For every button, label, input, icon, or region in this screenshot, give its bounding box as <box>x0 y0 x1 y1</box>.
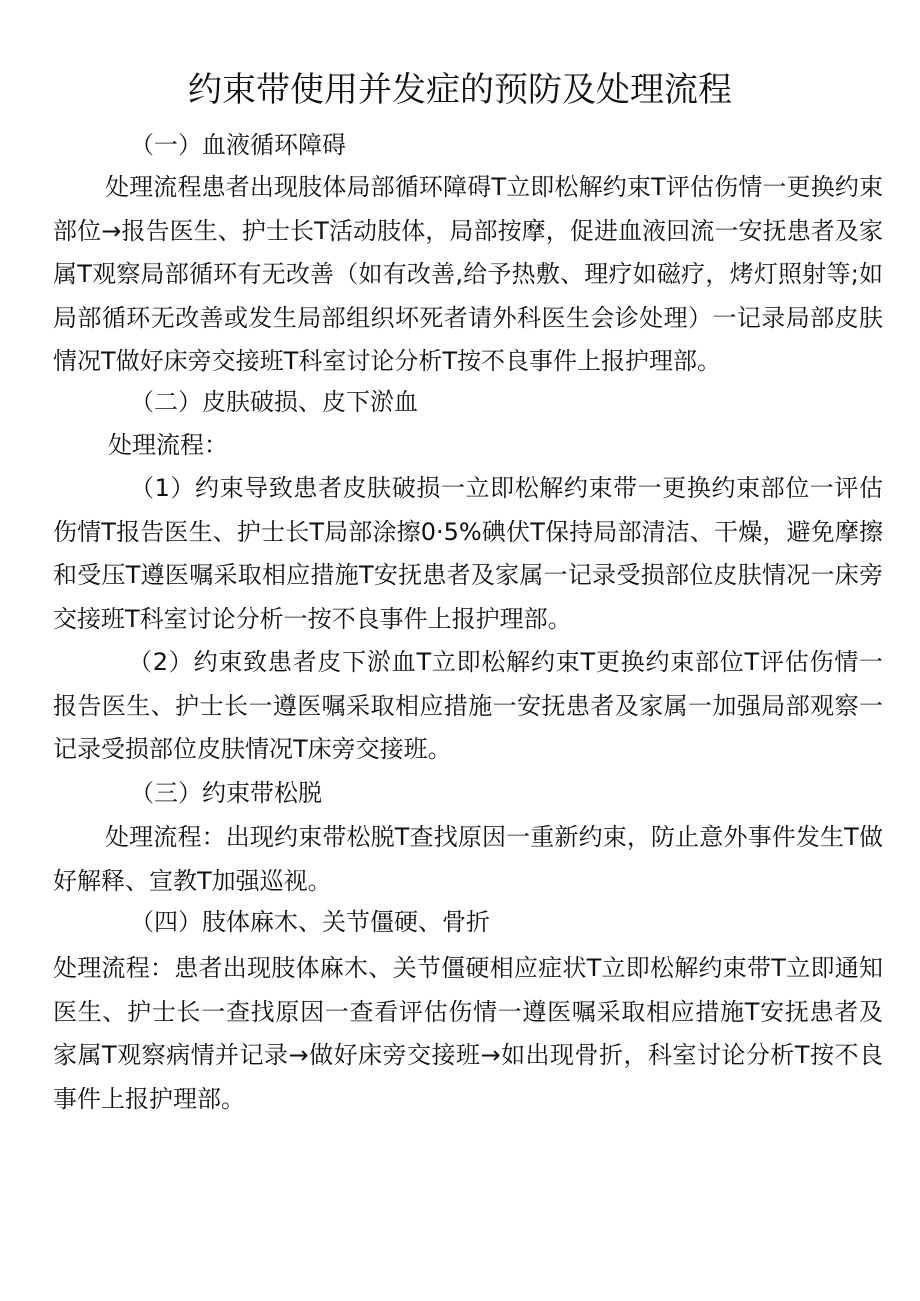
section-3-heading: （三）约束带松脱 <box>130 779 322 807</box>
section-1-heading: （一）血液循环障碍 <box>130 131 346 159</box>
section-4-heading: （四）肢体麻木、关节僵硬、骨折 <box>130 908 490 936</box>
section-2-paragraph-1: （1）约束导致患者皮肤破损一立即松解约束带一更换约束部位一评估伤情T报告医生、护士长T局部涂擦0·5%碘伏T保持局部清洁、干燥，避免摩擦和受压T遵医嘱采取相应措施T安抚患者及家属一记录受损部位皮肤情况一床旁交接班T科室讨论分析一按不良事件上报护理部。 <box>53 474 883 633</box>
section-1-paragraph: 处理流程患者出现肢体局部循环障碍T立即松解约束T评估伤情一更换约束部位→报告医生、护士长T活动肢体，局部按摩，促进血液回流一安抚患者及家属T观察局部循环有无改善（如有改善,给予热敷、理疗如磁疗，烤灯照射等;如局部循环无改善或发生局部组织坏死者请外科医生会诊处理）一记录局部皮肤情况T做好床旁交接班T科室讨论分析T按不良事件上报护理部。 <box>53 173 883 375</box>
section-2-paragraph-2: （2）约束致患者皮下淤血T立即松解约束T更换约束部位T评估伤情一报告医生、护士长一遵医嘱采取相应措施一安抚患者及家属一加强局部观察一记录受损部位皮肤情况T床旁交接班。 <box>53 648 883 763</box>
section-2-heading: （二）皮肤破损、皮下淤血 <box>130 388 418 416</box>
document-title: 约束带使用并发症的预防及处理流程 <box>188 70 732 110</box>
section-3-paragraph: 处理流程：出现约束带松脱T查找原因一重新约束，防止意外事件发生T做好解释、宣教T加强巡视。 <box>53 823 883 895</box>
section-2-label: 处理流程： <box>108 431 228 459</box>
section-4-paragraph: 处理流程：患者出现肢体麻木、关节僵硬相应症状T立即松解约束带T立即通知医生、护士长一查找原因一查看评估伤情一遵医嘱采取相应措施T安抚患者及家属T观察病情并记录→做好床旁交接班→如出现骨折，科室讨论分析T按不良事件上报护理部。 <box>53 954 883 1113</box>
